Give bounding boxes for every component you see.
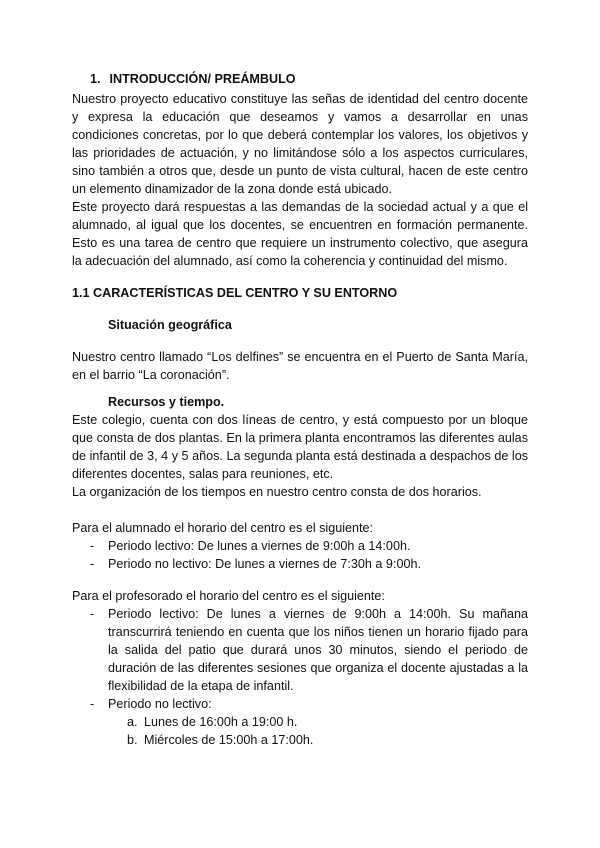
section-number: 1. xyxy=(90,72,101,86)
alumnado-intro: Para el alumnado el horario del centro es el siguiente: xyxy=(72,521,374,535)
organizacion-paragraph: La organización de los tiempos en nuestro centro consta de dos horarios. xyxy=(72,485,482,499)
dash-bullet: - xyxy=(90,697,95,711)
list-item xyxy=(72,537,528,555)
list-item-text: Periodo lectivo: De lunes a viernes de 9:00h a 14:00h. Su mañana transcurrirá teniendo en cuenta que los niños tienen un horario fijado para la salida del patio que durará unos 30 minutos, siendo el periodo de duración de las diferentes sesiones que organiza el docente ajustadas a la flexibilidad de la etapa de infantil. xyxy=(108,607,528,693)
sublist-letter: a. xyxy=(127,715,138,729)
dash-bullet: - xyxy=(90,539,95,553)
sublist-text: Lunes de 16:00h a 19:00 h. xyxy=(144,715,298,729)
list-item xyxy=(72,731,528,749)
subsection-heading-caracteristicas: 1.1 CARACTERÍSTICAS DEL CENTRO Y SU ENTORNO xyxy=(72,286,398,300)
list-item xyxy=(72,695,528,713)
heading-recursos-tiempo: Recursos y tiempo. xyxy=(108,395,225,409)
list-item xyxy=(72,605,528,695)
intro-paragraph-2: Este proyecto dará respuestas a las demandas de la sociedad actual y a que el alumnado, al igual que los docentes, se encuentren en formación permanente. Esto es una tarea de centro que requiere un instrumento colectivo, que asegura la adecuación del alumnado, así como la coherencia y continuidad del mismo. xyxy=(72,200,528,268)
list-item xyxy=(72,555,528,573)
sublist-text: Miércoles de 15:00h a 17:00h. xyxy=(144,733,314,747)
profesorado-intro: Para el profesorado el horario del centro es el siguiente: xyxy=(72,589,385,603)
dash-bullet: - xyxy=(90,557,95,571)
no-lectivo-sublist xyxy=(72,713,528,749)
list-item-text: Periodo no lectivo: xyxy=(108,697,212,711)
profesorado-schedule-list xyxy=(72,605,528,713)
alumnado-schedule-list xyxy=(72,537,528,573)
list-item-text: Periodo no lectivo: De lunes a viernes de 7:30h a 9:00h. xyxy=(108,557,421,571)
recursos-paragraph: Este colegio, cuenta con dos líneas de centro, y está compuesto por un bloque que consta de dos plantas. En la primera planta encontramos las diferentes aulas de infantil de 3, 4 y 5 años. La segunda planta está destinada a despachos de los diferentes docentes, salas para reuniones, etc. xyxy=(72,413,528,481)
geo-paragraph: Nuestro centro llamado “Los delfines” se encuentra en el Puerto de Santa María, en el barrio “La coronación”. xyxy=(72,350,528,382)
sublist-letter: b. xyxy=(127,733,138,747)
section-title: INTRODUCCIÓN/ PREÁMBULO xyxy=(109,72,296,86)
dash-bullet: - xyxy=(90,607,95,621)
section-heading-introduccion xyxy=(90,70,528,88)
list-item xyxy=(72,713,528,731)
list-item-text: Periodo lectivo: De lunes a viernes de 9:00h a 14:00h. xyxy=(108,539,411,553)
heading-situacion-geografica: Situación geográfica xyxy=(108,318,232,332)
intro-paragraph-1: Nuestro proyecto educativo constituye las señas de identidad del centro docente y expresa la educación que deseamos y vamos a desarrollar en unas condiciones concretas, por lo que deberá contemplar los valores, los objetivos y las prioridades de actuación, y no limitándose sólo a los aspectos curriculares, sino también a otros que, desde un punto de vista cultural, hacen de este centro un elemento dinamizador de la zona donde está ubicado. xyxy=(72,92,528,196)
